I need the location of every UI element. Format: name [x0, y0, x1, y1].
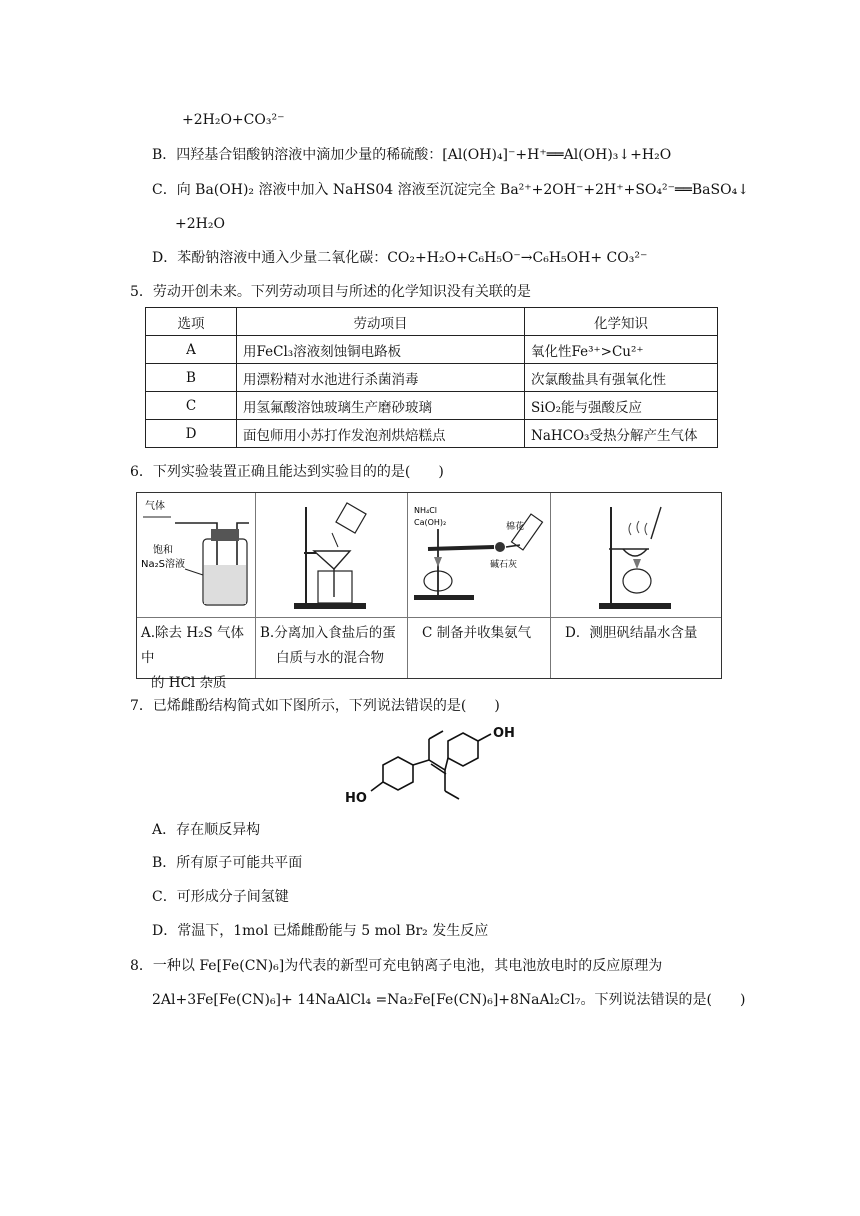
apparatus-d [551, 493, 721, 678]
labor-table [145, 307, 718, 448]
table-row [146, 364, 718, 392]
row-knowledge: 氧化性Fe³⁺>Cu²⁺ [525, 336, 718, 364]
q7-stem: 7．已烯雌酚结构简式如下图所示，下列说法错误的是( ) [130, 698, 500, 714]
q4-option-d: D．苯酚钠溶液中通入少量二氧化碳：CO₂+H₂O+C₆H₅O⁻→C₆H₅OH+ CO₃²⁻ [152, 250, 648, 266]
caption-b [256, 617, 407, 674]
caption-d-line1: D．测胆矾结晶水含量 [565, 625, 698, 641]
q4-option-c-line2: +2H₂O [175, 216, 225, 232]
table-row [146, 392, 718, 420]
reagent-caoh2: Ca(OH)₂ [414, 518, 447, 527]
row-option: C [146, 392, 237, 420]
caption-a-line1: A.除去 H₂S 气体中 [141, 625, 245, 666]
row-knowledge: NaHCO₃受热分解产生气体 [525, 420, 718, 448]
experiment-figure [136, 492, 722, 691]
caption-b-line1: B.分离加入食盐后的蛋 [260, 625, 396, 641]
reagent-nh4cl: NH₄Cl [414, 506, 438, 515]
q4-continuation: +2H₂O+CO₃²⁻ [182, 112, 285, 128]
row-project: 用漂粉精对水池进行杀菌消毒 [237, 364, 525, 392]
caption-a [137, 617, 255, 699]
q4-option-c-line1: C．向 Ba(OH)₂ 溶液中加入 NaHS04 溶液至沉淀完全 Ba²⁺+2OH⁻+2H⁺+SO₄²⁻══BaSO₄↓ [152, 182, 749, 198]
row-option: D [146, 420, 237, 448]
oh-top-label: OH [493, 726, 515, 741]
oh-bottom-label: HO [345, 791, 367, 806]
q8-line1: 8．一种以 Fe[Fe(CN)₆]为代表的新型可充电钠离子电池，其电池放电时的反应原理为 [130, 958, 663, 974]
q5-stem: 5．劳动开创未来。下列劳动项目与所述的化学知识没有关联的是 [130, 284, 531, 300]
header-labor-project: 劳动项目 [237, 308, 525, 336]
gas-label: 气体 [145, 501, 165, 512]
apparatus-c [408, 493, 551, 678]
header-option: 选项 [146, 308, 237, 336]
row-project: 用FeCl₃溶液刻蚀铜电路板 [237, 336, 525, 364]
q7-option-a: A．存在顺反异构 [152, 822, 261, 838]
q7-option-c: C．可形成分子间氢键 [152, 889, 289, 905]
row-project: 用氢氟酸溶蚀玻璃生产磨砂玻璃 [237, 392, 525, 420]
table-row [146, 420, 718, 448]
caption-a-line2: 的 HCl 杂质 [151, 675, 227, 691]
filtration-diagram [256, 493, 406, 617]
row-option: A [146, 336, 237, 364]
caption-c-line1: C 制备并收集氨气 [422, 625, 532, 641]
row-knowledge: 次氯酸盐具有强氧化性 [525, 364, 718, 392]
caption-c [408, 617, 550, 649]
table-header-row [146, 308, 718, 336]
apparatus-b [256, 493, 408, 678]
apparatus-a [137, 493, 256, 691]
row-project: 面包师用小苏打作发泡剂烘焙糕点 [237, 420, 525, 448]
table-row [146, 336, 718, 364]
cotton-label: 棉花 [506, 522, 525, 532]
header-chem-knowledge: 化学知识 [525, 308, 718, 336]
q7-option-b: B．所有原子可能共平面 [152, 855, 303, 871]
caption-d [551, 617, 721, 649]
soda-lime-label: 碱石灰 [490, 560, 518, 570]
crucible-heating-diagram [551, 493, 719, 617]
gas-washing-bottle-diagram [137, 493, 255, 617]
row-option: B [146, 364, 237, 392]
row-knowledge: SiO₂能与强酸反应 [525, 392, 718, 420]
caption-b-line2: 白质与水的混合物 [276, 650, 384, 666]
q8-line2: 2Al+3Fe[Fe(CN)₆]+ 14NaAlCl₄ =Na₂Fe[Fe(CN)₆]+8NaAl₂Cl₇。下列说法错误的是( ) [152, 992, 746, 1008]
na2s-solution-label: Na₂S溶液 [141, 559, 185, 570]
q4-option-b: B．四羟基合铝酸钠溶液中滴加少量的稀硫酸：[Al(OH)₄]⁻+H⁺══Al(OH)₃↓+H₂O [152, 147, 672, 163]
q6-stem: 6．下列实验装置正确且能达到实验目的的是( ) [130, 464, 444, 480]
saturated-label: 饱和 [153, 545, 173, 556]
diethylstilbestrol-structure [335, 725, 535, 821]
ammonia-setup-diagram [408, 493, 550, 617]
q7-option-d: D．常温下，1mol 已烯雌酚能与 5 mol Br₂ 发生反应 [152, 923, 489, 939]
